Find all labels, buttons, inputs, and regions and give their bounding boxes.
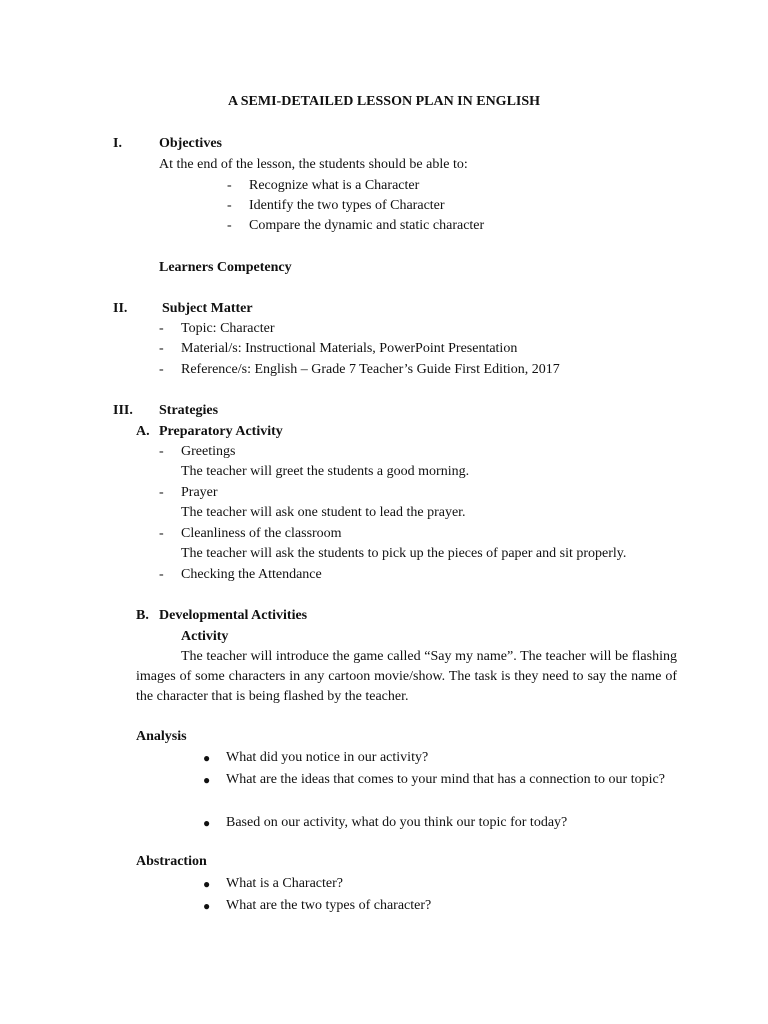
- bullet-marker: ●: [203, 899, 211, 913]
- dash-marker: -: [159, 341, 164, 356]
- prep-item-label: Prayer: [181, 485, 218, 500]
- analysis-heading: Analysis: [136, 729, 187, 744]
- subsection-letter-developmental: B.: [136, 608, 149, 623]
- subject-item: Topic: Character: [181, 321, 275, 336]
- abstraction-heading: Abstraction: [136, 854, 207, 869]
- prep-item-desc: The teacher will greet the students a good morning.: [181, 464, 470, 479]
- bullet-marker: ●: [203, 773, 211, 787]
- dash-marker: -: [159, 485, 164, 500]
- dash-marker: -: [227, 218, 232, 233]
- dash-marker: -: [227, 178, 232, 193]
- section-numeral-strategies: III.: [113, 403, 133, 418]
- subject-item: Material/s: Instructional Materials, PowerPoint Presentation: [181, 341, 518, 356]
- learners-competency-heading: Learners Competency: [159, 260, 292, 275]
- analysis-item: What did you notice in our activity?: [226, 750, 429, 765]
- dash-marker: -: [159, 444, 164, 459]
- dash-marker: -: [159, 321, 164, 336]
- objective-item: Compare the dynamic and static character: [249, 218, 485, 233]
- prep-item-label: Greetings: [181, 444, 236, 459]
- prep-item-desc: The teacher will ask one student to lead the prayer.: [181, 505, 466, 520]
- objective-item: Identify the two types of Character: [249, 198, 445, 213]
- dash-marker: -: [159, 526, 164, 541]
- section-heading-subject: Subject Matter: [162, 301, 253, 316]
- bullet-marker: ●: [203, 877, 211, 891]
- prep-item-label: Cleanliness of the classroom: [181, 526, 342, 541]
- section-numeral-subject: II.: [113, 301, 128, 316]
- analysis-item: What are the ideas that comes to your mind that has a connection to our topic?: [226, 772, 665, 787]
- dash-marker: -: [227, 198, 232, 213]
- objectives-intro: At the end of the lesson, the students should be able to:: [159, 157, 468, 172]
- abstraction-item: What are the two types of character?: [226, 898, 432, 913]
- dash-marker: -: [159, 567, 164, 582]
- objective-item: Recognize what is a Character: [249, 178, 420, 193]
- section-numeral-objectives: I.: [113, 136, 122, 151]
- subsection-heading-preparatory: Preparatory Activity: [159, 424, 283, 439]
- bullet-marker: ●: [203, 751, 211, 765]
- activity-text: The teacher will introduce the game called “Say my name”. The teacher will be flashing images of some characters in any cartoon movie/show. The task is they need to say the name of the character that is being flashed by the teacher.: [136, 649, 677, 704]
- analysis-item: Based on our activity, what do you think our topic for today?: [226, 815, 568, 830]
- section-heading-objectives: Objectives: [159, 136, 222, 151]
- dash-marker: -: [159, 362, 164, 377]
- bullet-marker: ●: [203, 816, 211, 830]
- activity-heading: Activity: [181, 629, 229, 644]
- abstraction-item: What is a Character?: [226, 876, 343, 891]
- page-title: A SEMI-DETAILED LESSON PLAN IN ENGLISH: [227, 94, 541, 109]
- section-heading-strategies: Strategies: [159, 403, 219, 418]
- subsection-letter-preparatory: A.: [136, 424, 150, 439]
- prep-item-desc: The teacher will ask the students to pick up the pieces of paper and sit properly.: [181, 546, 627, 561]
- subject-item: Reference/s: English – Grade 7 Teacher’s Guide First Edition, 2017: [181, 362, 560, 377]
- prep-item-label: Checking the Attendance: [181, 567, 322, 582]
- subsection-heading-developmental: Developmental Activities: [159, 608, 308, 623]
- activity-paragraph: [136, 647, 677, 707]
